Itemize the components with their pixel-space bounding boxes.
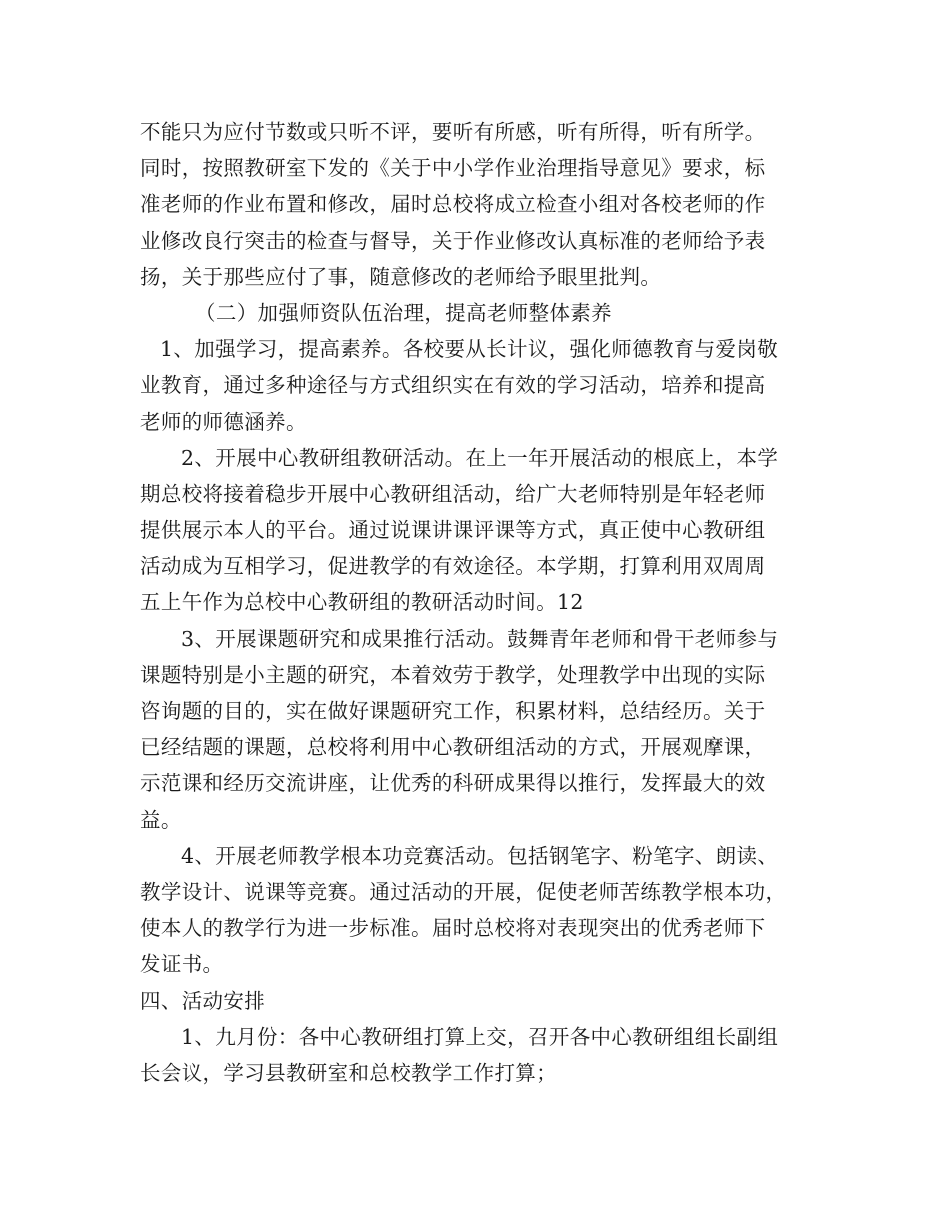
paragraph-line: 期总校将接着稳步开展中心教研组活动，给广大老师特别是年轻老师 bbox=[140, 481, 766, 506]
paragraph-line: 3、开展课题研究和成果推行活动。鼓舞青年老师和骨干老师参与 bbox=[181, 626, 779, 651]
paragraph-line: 准老师的作业布置和修改，届时总校将成立检查小组对各校老师的作 bbox=[140, 192, 766, 217]
paragraph-line: 业教育，通过多种途径与方式组织实在有效的学习活动，培养和提高 bbox=[140, 373, 766, 398]
paragraph-line: 课题特别是小主题的研究，本着效劳于教学，处理教学中出现的实际 bbox=[140, 662, 766, 687]
paragraph-line: 提供展示本人的平台。通过说课讲课评课等方式，真正使中心教研组 bbox=[140, 518, 766, 543]
paragraph-line: 发证书。 bbox=[140, 952, 224, 977]
section-heading: （二）加强师资队伍治理，提高老师整体素养 bbox=[195, 300, 612, 325]
document-body bbox=[140, 114, 816, 1091]
paragraph-line: 业修改良行突击的检查与督导，关于作业修改认真标准的老师给予表 bbox=[140, 228, 766, 253]
paragraph-line: 益。 bbox=[140, 807, 182, 832]
paragraph-line: 1、加强学习，提高素养。各校要从长计议，强化师德教育与爱岗敬 bbox=[160, 337, 779, 362]
paragraph-line: 4、开展老师教学根本功竞赛活动。包括钢笔字、粉笔字、朗读、 bbox=[181, 843, 779, 868]
paragraph-line: 2、开展中心教研组教研活动。在上一年开展活动的根底上，本学 bbox=[181, 445, 779, 470]
paragraph-line: 示范课和经历交流讲座，让优秀的科研成果得以推行，发挥最大的效 bbox=[140, 771, 766, 796]
paragraph-line: 老师的师德涵养。 bbox=[140, 409, 307, 434]
paragraph-line: 教学设计、说课等竞赛。通过活动的开展，促使老师苦练教学根本功， bbox=[140, 879, 787, 904]
paragraph-line: 已经结题的课题，总校将利用中心教研组活动的方式，开展观摩课， bbox=[140, 735, 766, 760]
paragraph-line: 长会议，学习县教研室和总校教学工作打算； bbox=[140, 1060, 557, 1085]
paragraph-line: 1、九月份：各中心教研组打算上交，召开各中心教研组组长副组 bbox=[181, 1024, 779, 1049]
section-heading: 四、活动安排 bbox=[140, 988, 266, 1013]
paragraph-line: 五上午作为总校中心教研组的教研活动时间。12 bbox=[140, 590, 584, 615]
paragraph-line: 同时，按照教研室下发的《关于中小学作业治理指导意见》要求，标 bbox=[140, 156, 766, 181]
paragraph-line: 使本人的教学行为进一步标准。届时总校将对表现突出的优秀老师下 bbox=[140, 916, 766, 941]
paragraph-line: 扬，关于那些应付了事，随意修改的老师给予眼里批判。 bbox=[140, 264, 662, 289]
paragraph-line: 咨询题的目的，实在做好课题研究工作，积累材料，总结经历。关于 bbox=[140, 699, 766, 723]
paragraph-line: 活动成为互相学习，促进教学的有效途径。本学期，打算利用双周周 bbox=[140, 554, 766, 579]
paragraph-line: 不能只为应付节数或只听不评，要听有所感，听有所得，听有所学。 bbox=[140, 120, 766, 144]
